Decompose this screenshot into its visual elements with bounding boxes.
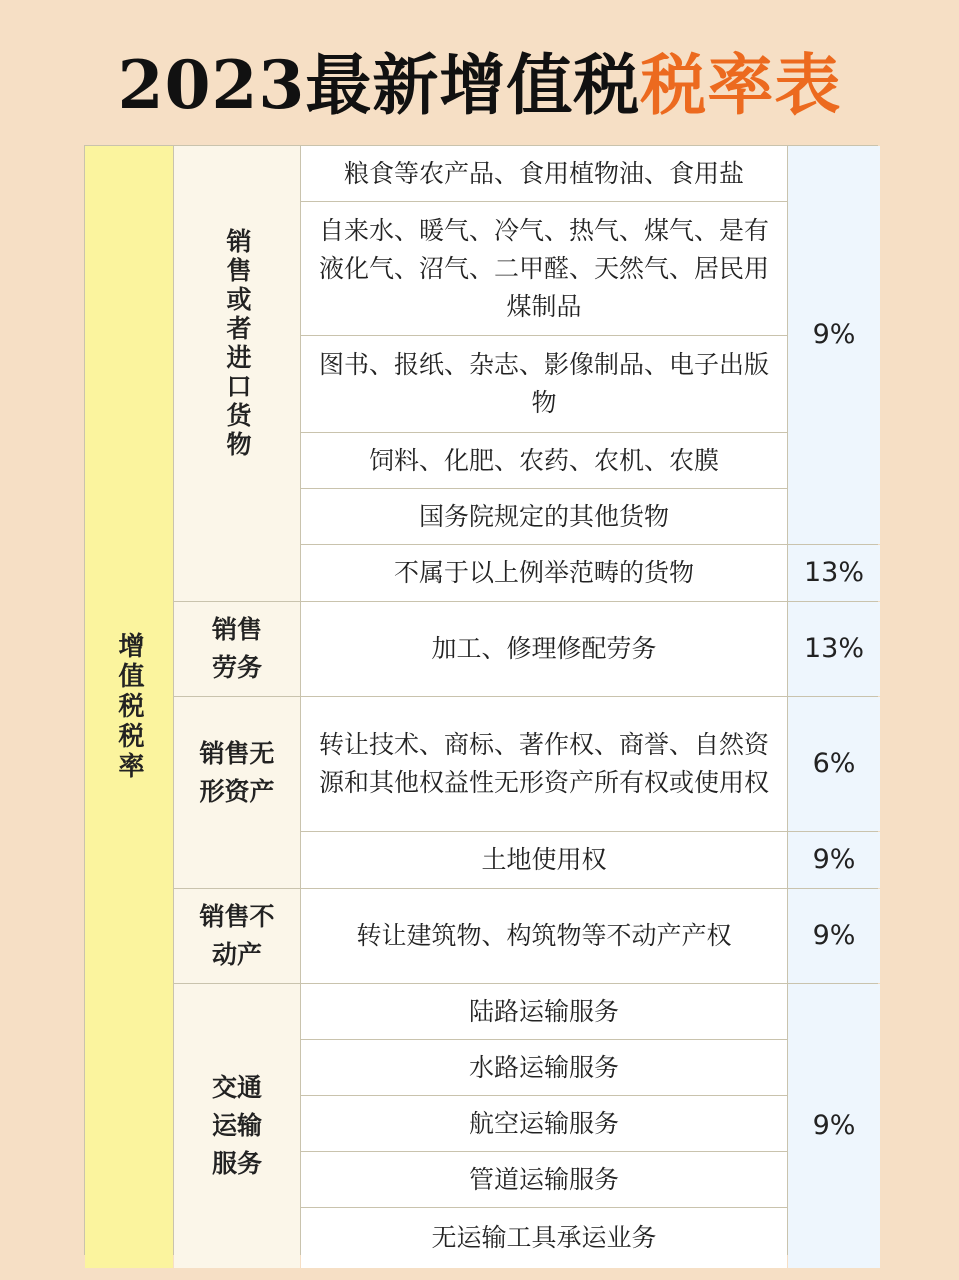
rate-intangible-2: 9%: [788, 832, 880, 888]
item-realestate-1: 转让建筑物、构筑物等不动产产权: [301, 889, 787, 983]
item-transport-5: 无运输工具承运业务: [301, 1208, 787, 1268]
tax-rate-table: [84, 145, 878, 1255]
lead-label: 增值税税率: [85, 146, 173, 1268]
title-dark: 2023最新增值税: [117, 46, 641, 124]
item-goods-1: 粮食等农产品、食用植物油、食用盐: [301, 146, 787, 201]
category-intangible: 销售无形资产: [174, 697, 300, 888]
item-labor-1: 加工、修理修配劳务: [301, 602, 787, 696]
page-title: [0, 40, 959, 130]
item-goods-5: 国务院规定的其他货物: [301, 489, 787, 544]
item-transport-1: 陆路运输服务: [301, 984, 787, 1039]
category-transport: 交通运输服务: [174, 984, 300, 1268]
rate-goods-13: 13%: [788, 545, 880, 601]
item-intangible-2: 土地使用权: [301, 832, 787, 888]
item-goods-4: 饲料、化肥、农药、农机、农膜: [301, 433, 787, 488]
title-highlight: 税率表: [640, 46, 842, 124]
rate-labor: 13%: [788, 602, 880, 696]
rate-goods-9: 9%: [788, 146, 880, 544]
item-goods-3: 图书、报纸、杂志、影像制品、电子出版物: [301, 336, 787, 432]
category-goods: 销售或者进口货物: [174, 146, 300, 601]
item-intangible-1: 转让技术、商标、著作权、商誉、自然资源和其他权益性无形资产所有权或使用权: [301, 697, 787, 831]
item-transport-4: 管道运输服务: [301, 1152, 787, 1207]
item-transport-2: 水路运输服务: [301, 1040, 787, 1095]
category-realestate: 销售不动产: [174, 889, 300, 983]
rate-transport: 9%: [788, 984, 880, 1268]
rate-realestate: 9%: [788, 889, 880, 983]
item-goods-2: 自来水、暖气、冷气、热气、煤气、是有液化气、沼气、二甲醛、天然气、居民用煤制品: [301, 202, 787, 335]
item-transport-3: 航空运输服务: [301, 1096, 787, 1151]
category-labor: 销售劳务: [174, 602, 300, 696]
item-goods-6: 不属于以上例举范畴的货物: [301, 545, 787, 601]
rate-intangible-1: 6%: [788, 697, 880, 831]
